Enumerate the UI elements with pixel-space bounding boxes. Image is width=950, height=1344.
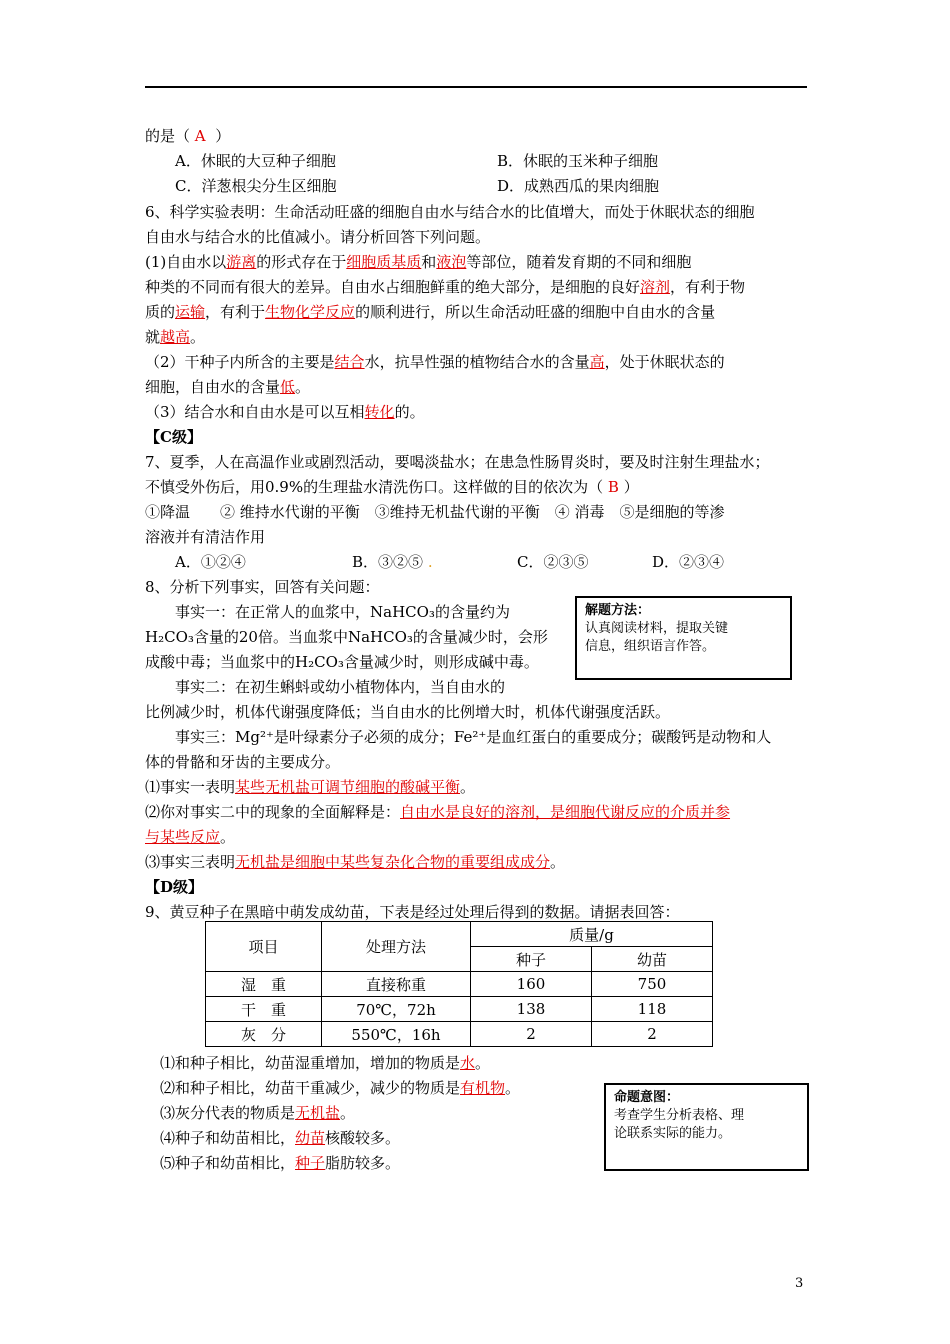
q8-fact1-line2: H₂CO₃含量的20倍。当血浆中NaHCO₃的含量减少时，会形 — [145, 628, 548, 646]
q7-option-c: C．②③⑤ — [517, 553, 589, 571]
answer-blank: 细胞质基质 — [346, 253, 422, 271]
intent-title: 命题意图： — [614, 1090, 680, 1105]
answer-blank: 种子 — [295, 1154, 326, 1172]
q7-option-b: B．③②⑤ . — [352, 553, 433, 571]
q7-option-a: A．①②④ — [175, 553, 246, 571]
data-table — [205, 921, 713, 1047]
table-header-item: 项目 — [206, 922, 322, 972]
q6-part1-line4: 就越高。 — [145, 328, 206, 346]
answer-blank: 自由水是良好的溶剂，是细胞代谢反应的介质并参 — [400, 803, 731, 821]
method-tip-line1: 认真阅读材料，提取关键 — [585, 621, 729, 636]
q8-fact3-line2: 体的骨骼和牙齿的主要成分。 — [145, 753, 341, 771]
answer-blank: 水 — [460, 1054, 476, 1072]
answer-blank: 生物化学反应 — [265, 303, 356, 321]
q8-stem: 8、分析下列事实，回答有关问题： — [145, 578, 380, 596]
answer-blank: 低 — [280, 378, 296, 396]
q9-sub3: ⑶灰分代表的物质是无机盐。 — [160, 1104, 356, 1122]
q8-answer1: ⑴事实一表明某些无机盐可调节细胞的酸碱平衡。 — [145, 778, 476, 796]
level-d-heading: 【D级】 — [145, 878, 204, 896]
intent-line1: 考查学生分析表格、理 — [614, 1108, 745, 1123]
header-rule — [145, 86, 807, 88]
q6-part1-line2: 种类的不同而有很大的差异。自由水占细胞鲜重的绝大部分，是细胞的良好溶剂，有利于物 — [145, 278, 746, 296]
table-row: 灰 分 550℃，16h 2 2 — [206, 1022, 713, 1047]
answer-blank: 运输 — [175, 303, 206, 321]
q7-stem-line2: 不慎受外伤后，用0.9%的生理盐水清洗伤口。这样做的目的依次为（ B ） — [145, 478, 639, 496]
method-tip-line2: 信息，组织语言作答。 — [585, 639, 716, 654]
q7-choices-line: ①降温 ② 维持水代谢的平衡 ③维持无机盐代谢的平衡 ④ 消毒 ⑤是细胞的等渗 — [145, 503, 725, 521]
table-header-mass: 质量/g — [471, 922, 713, 947]
q5-option-c: C．洋葱根尖分生区细胞 — [175, 177, 337, 195]
answer-blank: 与某些反应 — [145, 828, 221, 846]
page-number: 3 — [795, 1276, 804, 1291]
q5-option-d: D．成熟西瓜的果肉细胞 — [497, 177, 660, 195]
table-row: 干 重 70℃，72h 138 118 — [206, 997, 713, 1022]
q8-fact2-line1: 事实二：在初生蝌蚪或幼小植物体内，当自由水的 — [175, 678, 506, 696]
q7-answer: B — [607, 478, 619, 496]
answer-blank: 某些无机盐可调节细胞的酸碱平衡 — [235, 778, 461, 796]
level-c-heading: 【C级】 — [145, 428, 202, 446]
q6-stem-line1: 6、科学实验表明：生命活动旺盛的细胞自由水与结合水的比值增大，而处于休眠状态的细胞 — [145, 203, 755, 221]
table-row: 湿 重 直接称重 160 750 — [206, 972, 713, 997]
q8-fact1-line3: 成酸中毒；当血浆中的H₂CO₃含量减少时，则形成碱中毒。 — [145, 653, 539, 671]
q5-stem-tail: 的是（ A ） — [145, 127, 231, 145]
q5-answer: A — [194, 127, 206, 145]
q7-option-d: D．②③④ — [652, 553, 725, 571]
answer-blank: 高 — [589, 353, 605, 371]
table-header-method: 处理方法 — [322, 922, 471, 972]
q6-part3: （3）结合水和自由水是可以互相转化的。 — [145, 403, 425, 421]
method-tip-title: 解题方法： — [585, 603, 651, 618]
q8-answer3: ⑶事实三表明无机盐是细胞中某些复杂化合物的重要组成成分。 — [145, 853, 566, 871]
q7-choices-line2: 溶液并有清洁作用 — [145, 528, 266, 546]
q8-answer2-line2: 与某些反应。 — [145, 828, 236, 846]
table-header-seedling: 幼苗 — [592, 947, 713, 972]
q9-stem: 9、黄豆种子在黑暗中萌发成幼苗，下表是经过处理后得到的数据。请据表回答： — [145, 903, 680, 921]
q9-sub1: ⑴和种子相比，幼苗湿重增加，增加的物质是水。 — [160, 1054, 491, 1072]
q5-option-b: B．休眠的玉米种子细胞 — [497, 152, 659, 170]
answer-blank: 转化 — [364, 403, 395, 421]
answer-blank: 溶剂 — [640, 278, 671, 296]
table-header-seed: 种子 — [471, 947, 592, 972]
q6-part2-line2: 细胞，自由水的含量低。 — [145, 378, 311, 396]
q8-answer2-line1: ⑵你对事实二中的现象的全面解释是：自由水是良好的溶剂，是细胞代谢反应的介质并参 — [145, 803, 731, 821]
q7-stem-line1: 7、夏季，人在高温作业或剧烈活动，要喝淡盐水；在患急性肠胃炎时，要及时注射生理盐水； — [145, 453, 770, 471]
q6-stem-line2: 自由水与结合水的比值减小。请分析回答下列问题。 — [145, 228, 491, 246]
method-tip-box — [575, 596, 792, 680]
answer-blank: 有机物 — [460, 1079, 506, 1097]
answer-blank: 结合 — [334, 353, 365, 371]
q9-sub5: ⑸种子和幼苗相比，种子脂肪较多。 — [160, 1154, 401, 1172]
answer-blank: 液泡 — [436, 253, 467, 271]
q9-sub4: ⑷种子和幼苗相比，幼苗核酸较多。 — [160, 1129, 401, 1147]
q8-fact2-line2: 比例减少时，机体代谢强度降低；当自由水的比例增大时，机体代谢强度活跃。 — [145, 703, 671, 721]
intent-line2: 论联系实际的能力。 — [614, 1126, 732, 1141]
q6-part1-line3: 质的运输，有利于生物化学反应的顺利进行，所以生命活动旺盛的细胞中自由水的含量 — [145, 303, 716, 321]
answer-blank: 游离 — [226, 253, 257, 271]
q8-fact3-line1: 事实三：Mg²⁺是叶绿素分子必须的成分；Fe²⁺是血红蛋白的重要成分；碳酸钙是动物和人 — [175, 728, 772, 746]
q9-sub2: ⑵和种子相比，幼苗干重减少，减少的物质是有机物。 — [160, 1079, 521, 1097]
q8-fact1-line1: 事实一：在正常人的血浆中，NaHCO₃的含量约为 — [175, 603, 510, 621]
answer-blank: 幼苗 — [295, 1129, 326, 1147]
intent-box — [604, 1083, 809, 1171]
q5-option-a: A．休眠的大豆种子细胞 — [175, 152, 336, 170]
answer-blank: 越高 — [160, 328, 191, 346]
answer-blank: 无机盐是细胞中某些复杂化合物的重要组成成分 — [235, 853, 551, 871]
answer-blank: 无机盐 — [295, 1104, 341, 1122]
q6-part2-line1: （2）干种子内所含的主要是结合水，抗旱性强的植物结合水的含量高，处于休眠状态的 — [145, 353, 725, 371]
q6-part1-line1: (1)自由水以游离的形式存在于细胞质基质和液泡等部位，随着发育期的不同和细胞 — [145, 253, 692, 271]
